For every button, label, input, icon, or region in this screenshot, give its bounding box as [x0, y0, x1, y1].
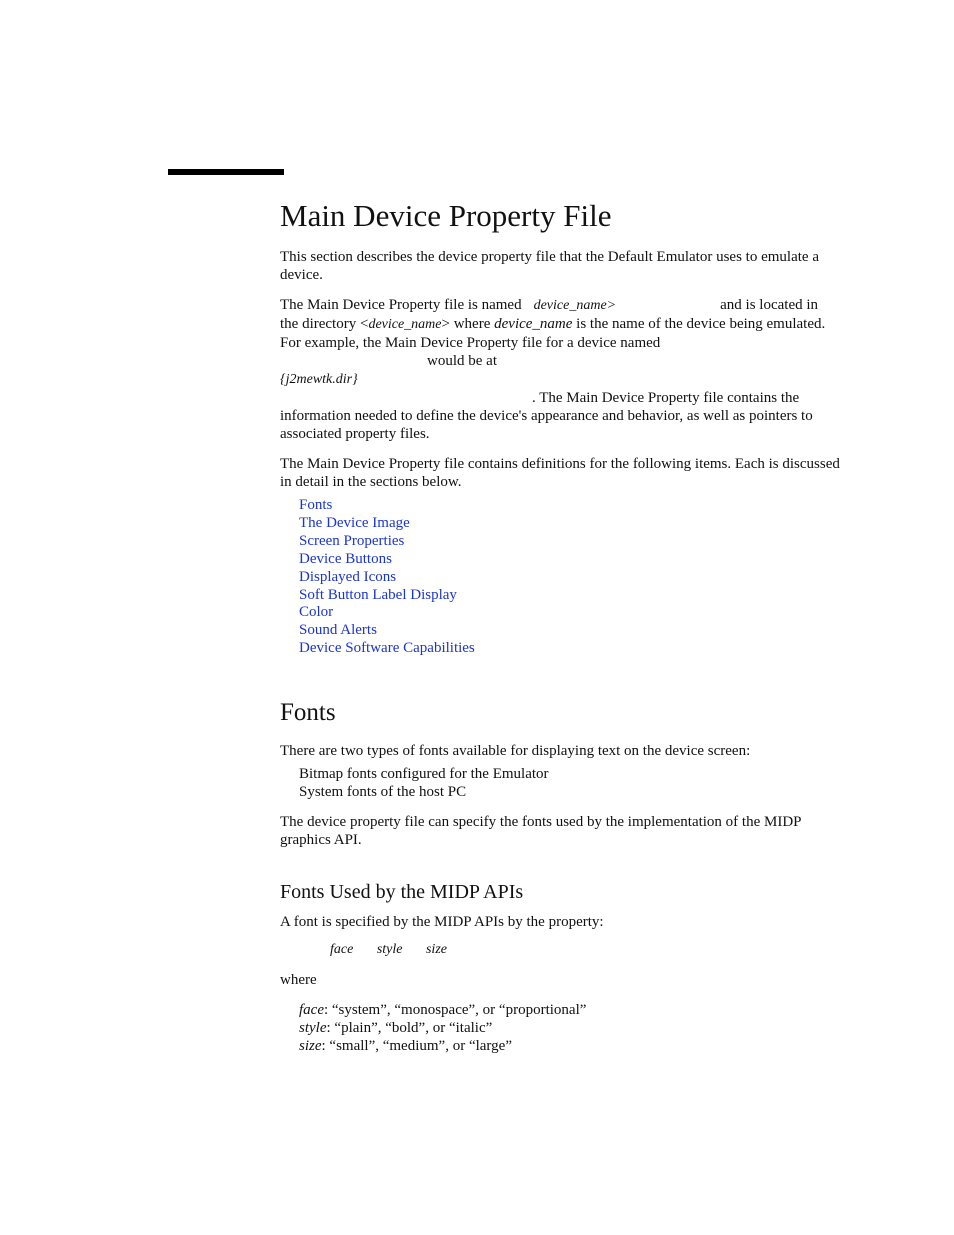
list-item: [299, 622, 840, 640]
list-item: Bitmap fonts configured for the Emulator: [299, 766, 549, 783]
link-displayed-icons[interactable]: Displayed Icons: [299, 568, 397, 585]
fonts-paragraph: The device property file can specify the fonts used by the implementation of the MIDP graphics API.: [280, 814, 801, 849]
page-content: [280, 196, 840, 1055]
list-item: size: “small”, “medium”, or “large”: [299, 1038, 512, 1055]
link-soft-button-label-display[interactable]: Soft Button Label Display: [299, 586, 457, 603]
link-screen-properties[interactable]: Screen Properties: [299, 532, 405, 549]
list-item: [299, 604, 840, 622]
link-fonts[interactable]: Fonts: [299, 497, 333, 513]
intro-paragraph: This section describes the device property file that the Default Emulator uses to emulate a device.: [280, 249, 819, 283]
link-color[interactable]: Color: [299, 604, 334, 621]
fonts-intro: There are two types of fonts available for displaying text on the device screen:: [280, 743, 751, 760]
link-device-software-capabilities[interactable]: Device Software Capabilities: [299, 640, 475, 657]
midp-intro: A font is specified by the MIDP APIs by the property:: [280, 914, 604, 931]
fonts-heading: Fonts: [280, 699, 336, 727]
where-label: where: [280, 972, 317, 989]
list-item: [299, 569, 840, 587]
list-item: System fonts of the host PC: [299, 783, 467, 800]
list-item: [299, 515, 840, 533]
link-sound-alerts[interactable]: Sound Alerts: [299, 622, 377, 639]
list-item: [299, 587, 840, 605]
property-definitions: [299, 1001, 840, 1055]
list-item: face: “system”, “monospace”, or “proportional”: [299, 1002, 587, 1019]
list-item: [299, 533, 840, 551]
chapter-rule: [168, 169, 284, 175]
list-item: [299, 551, 840, 569]
list-item: [299, 640, 840, 658]
list-item: style: “plain”, “bold”, or “italic”: [299, 1020, 493, 1037]
link-device-image[interactable]: The Device Image: [299, 514, 410, 531]
list-item: [299, 497, 840, 515]
midp-fonts-heading: Fonts Used by the MIDP APIs: [280, 881, 524, 904]
location-paragraph: The Main Device Property file is named device_name> and is located in the directory <device_name> where device_name is the name of the device being emulated. For example, the Main Device Property file for a device named would be at {j2mewtk.dir} . The Main Device Property file contains the information needed to define the device's appearance and behavior, as well as pointers to associated property files.: [280, 297, 826, 442]
section-links: [299, 497, 840, 658]
font-property-template: face style size: [330, 942, 447, 958]
items-paragraph: The Main Device Property file contains definitions for the following items. Each is discussed in detail in the sections below.: [280, 456, 840, 490]
link-device-buttons[interactable]: Device Buttons: [299, 550, 392, 567]
page-title: Main Device Property File: [280, 198, 612, 233]
font-types-list: [299, 766, 840, 801]
